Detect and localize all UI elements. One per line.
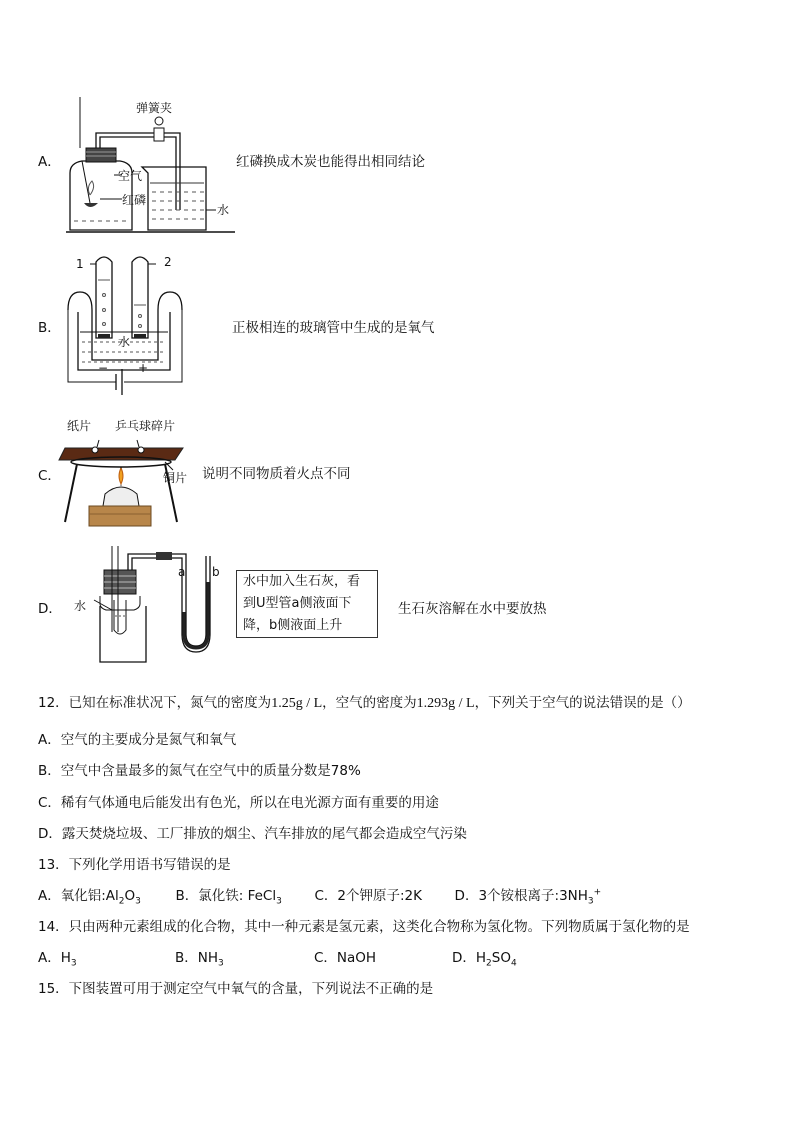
tube-2-label: 2	[164, 255, 172, 269]
q12-density-air: 1.293g / L	[416, 696, 475, 711]
plus-label: +	[138, 361, 149, 375]
q13-stem: 13．下列化学用语书写错误的是	[38, 857, 231, 873]
q13-option-c[interactable]: C．2个钾原子:2K	[314, 888, 422, 904]
q12-option-a[interactable]: A．空气的主要成分是氮气和氧气	[38, 732, 237, 748]
q12-option-c[interactable]: C．稀有气体通电后能发出有色光，所以在电光源方面有重要的用途	[38, 795, 439, 811]
option-b-text: 正极相连的玻璃管中生成的是氧气	[232, 320, 435, 336]
option-b-letter: B．	[38, 320, 61, 336]
minus-label: −	[98, 361, 109, 375]
option-c-letter: C．	[38, 468, 61, 484]
q12-density-n2: 1.25g / L	[271, 696, 323, 711]
q12-stem	[38, 691, 691, 712]
q15-stem: 15．下图装置可用于测定空气中氧气的含量，下列说法不正确的是	[38, 981, 434, 997]
option-d-letter: D．	[38, 601, 62, 617]
q14-stem: 14．只由两种元素组成的化合物，其中一种元素是氢元素，这类化合物称为氢化物。下列物质属于氢化物的是	[38, 919, 690, 935]
q12-option-b[interactable]: B．空气中含量最多的氮气在空气中的质量分数是78%	[38, 763, 361, 779]
tube-b-label: b	[212, 565, 220, 579]
water-label: 水	[217, 203, 230, 217]
option-c-text: 说明不同物质着火点不同	[202, 466, 351, 482]
tube-1-label: 1	[76, 257, 84, 271]
water-label-b: 水	[118, 335, 131, 349]
copper-label: 铜片	[163, 471, 188, 485]
option-d-note-box	[236, 570, 378, 638]
air-label: 空气	[118, 169, 143, 183]
q14-option-b[interactable]: B．$NH_3$	[175, 950, 224, 969]
option-a-figure	[60, 95, 240, 240]
q12-stem-part3: ，下列关于空气的说法错误的是（）	[474, 695, 691, 711]
q12-stem-part1: 12．已知在标准状况下，氮气的密度为	[38, 695, 272, 711]
red-phosphorus-label: 红磷	[122, 193, 147, 207]
option-a-letter: A．	[38, 154, 61, 170]
option-d-figure	[66, 542, 246, 667]
q14-option-d[interactable]: D．$H_2SO_4$	[452, 950, 517, 969]
note-line-2: 到U型管a侧液面下	[243, 596, 352, 611]
q13-options	[38, 884, 601, 907]
water-label-d: 水	[74, 599, 87, 613]
q14-option-a[interactable]: A．$H_3$	[38, 950, 77, 969]
pingpong-label: 乒乓球碎片	[115, 419, 176, 433]
q13-option-d[interactable]: D．3个铵根离子$:3NH_3^+$	[454, 887, 602, 907]
option-b-figure	[60, 250, 190, 400]
option-d-text: 生石灰溶解在水中要放热	[398, 601, 547, 617]
q13-option-b[interactable]: B．氯化铁: FeCl$_3$	[175, 888, 282, 907]
paper-label: 纸片	[67, 419, 92, 433]
note-line-1: 水中加入生石灰，看	[243, 574, 361, 589]
q12-stem-part2: ，空气的密度为	[322, 695, 417, 711]
q14-option-c[interactable]: C．NaOH	[314, 950, 377, 966]
tube-a-label: a	[178, 565, 186, 579]
option-a-text: 红磷换成木炭也能得出相同结论	[236, 154, 425, 170]
option-c-figure	[55, 410, 205, 530]
q13-option-a[interactable]: A．氧化铝$:Al_2O_3$	[38, 888, 141, 907]
spring-clip-label: 弹簧夹	[136, 101, 173, 115]
q12-option-d[interactable]: D．露天焚烧垃圾、工厂排放的烟尘、汽车排放的尾气都会造成空气污染	[38, 826, 467, 842]
note-line-3: 降，b侧液面上升	[243, 618, 343, 633]
